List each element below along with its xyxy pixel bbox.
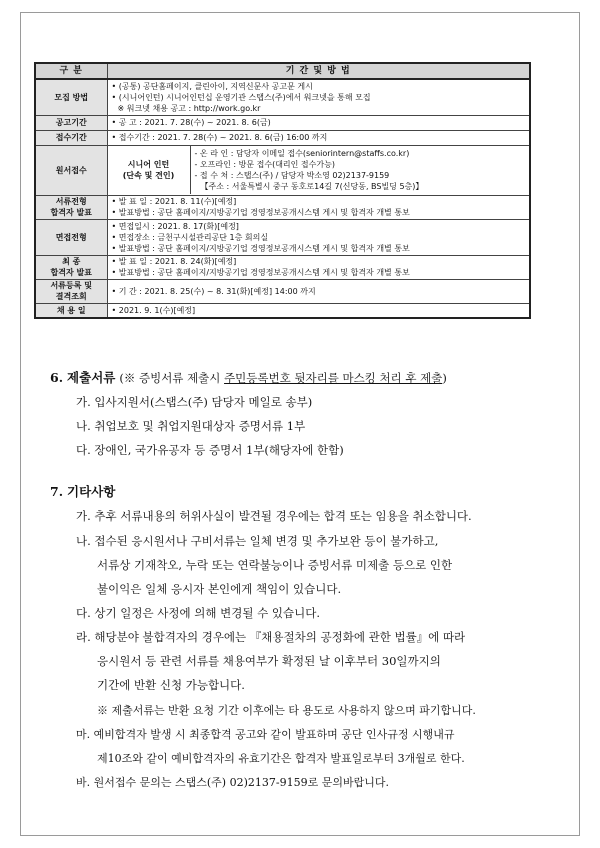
row-content	[107, 219, 530, 255]
sub-label-type: (단속 및 견인)	[122, 171, 175, 180]
table-row	[35, 130, 530, 145]
list-item-continuation: 제10조와 같이 예비합격자의 유효기간은 합격자 발표일로부터 3개월로 한다.	[97, 752, 465, 765]
content-line: ※ 워크넷 채용 공고 : http://work.go.kr	[117, 103, 261, 113]
table-row	[35, 255, 530, 279]
content-line: • 접수기간 : 2021. 7. 28(수) ~ 2021. 8. 6(금) 16:00 까지	[111, 133, 328, 142]
content-line: • (시니어인턴) 시니어인턴십 운영기관 스탭스(주)에서 워크넷을 통해 모집	[111, 92, 371, 102]
row-content	[107, 79, 530, 115]
label-line: 합격자 발표	[50, 268, 92, 277]
masking-note: 주민등록번호 뒷자리를 마스킹 처리 후 제출	[224, 371, 443, 385]
row-content	[107, 115, 530, 130]
content-line: • 면접장소 : 금천구시설관리공단 1층 회의실	[111, 232, 269, 242]
row-label	[35, 279, 107, 303]
content-line: - 접 수 처 : 스탭스(주) / 담당자 박소영 02)2137-9159	[194, 171, 390, 180]
sub-label-intern: 시니어 인턴	[127, 160, 170, 169]
section-6-heading	[50, 368, 447, 386]
section-note-prefix: (※ 증빙서류 제출시	[119, 371, 225, 385]
header-category: 구 분	[35, 63, 107, 79]
section-title: 기타사항	[67, 484, 116, 499]
disposal-note: ※ 제출서류는 반환 요청 기간 이후에는 타 용도로 사용하지 않으며 파기합니다.	[97, 704, 476, 717]
row-content	[107, 279, 530, 303]
row-content	[107, 145, 530, 195]
row-content	[107, 195, 530, 219]
list-item: 바. 원서접수 문의는 스탭스(주) 02)2137-9159로 문의바랍니다.	[76, 776, 389, 789]
content-line: 【주소 : 서울특별시 중구 동호로14길 7(신당동, BS빌딩 5층)】	[200, 182, 424, 191]
section-note-suffix: )	[442, 371, 447, 385]
row-content	[107, 303, 530, 318]
table-row	[35, 115, 530, 130]
row-content	[107, 255, 530, 279]
content-line: • 발표방법 : 공단 홈페이지/지방공기업 경영정보공개시스템 게시 및 합격자 개별 통보	[111, 208, 410, 217]
header-period-method: 기 간 및 방 법	[107, 63, 530, 79]
row-label: 원서접수	[35, 145, 107, 195]
row-label: 모집 방법	[35, 79, 107, 115]
list-item: 라. 해당분야 불합격자의 경우에는 『채용절차의 공정화에 관한 법률』에 따라	[76, 630, 466, 644]
table-header-row	[35, 63, 530, 79]
schedule-table	[34, 62, 531, 319]
label-line: 서류전형	[55, 197, 87, 206]
content-line: • 발 표 일 : 2021. 8. 24(화)[예정]	[111, 257, 237, 266]
content-line: • 2021. 9. 1(수)[예정]	[111, 305, 196, 315]
content-line: - 온 라 인 : 담당자 이메일 접수(seniorintern@staffs.co.kr)	[194, 149, 410, 158]
content-line: • 기 간 : 2021. 8. 25(수) ~ 8. 31(화)[예정] 14:00 까지	[111, 286, 316, 296]
row-content	[107, 130, 530, 145]
list-item: 마. 예비합격자 발생 시 최종합격 공고와 같이 발표하며 공단 인사규정 시행내규	[76, 728, 455, 741]
list-item-continuation: 기간에 반환 신청 가능합니다.	[97, 678, 245, 692]
section-number: 6.	[50, 370, 64, 385]
content-line: • 발표방법 : 공단 홈페이지/지방공기업 경영정보공개시스템 게시 및 합격자 개별 통보	[111, 268, 410, 277]
row-label	[35, 255, 107, 279]
table-row	[35, 219, 530, 255]
application-subtable	[108, 146, 530, 194]
table-row	[35, 195, 530, 219]
label-line: 최 종	[62, 257, 81, 266]
content-line: • 공 고 : 2021. 7. 28(수) ~ 2021. 8. 6(금)	[111, 118, 271, 127]
list-item: 다. 장애인, 국가유공자 등 증명서 1부(해당자에 한함)	[76, 443, 344, 457]
list-item: 가. 입사지원서(스탭스(주) 담당자 메일로 송부)	[76, 395, 313, 409]
section-title: 제출서류	[67, 370, 116, 385]
row-label	[35, 195, 107, 219]
table-row	[35, 145, 530, 195]
label-line: 합격자 발표	[50, 208, 92, 217]
list-item: 나. 접수된 응시원서나 구비서류는 일체 변경 및 추가보완 등이 불가하고,	[76, 534, 439, 548]
content-line: • 발표방법 : 공단 홈페이지/지방공기업 경영정보공개시스템 게시 및 합격자 개별 통보	[111, 243, 410, 253]
list-item: 나. 취업보호 및 취업지원대상자 증명서류 1부	[76, 419, 306, 433]
list-item-continuation: 서류상 기재착오, 누락 또는 연락불능이나 증빙서류 미제출 등으로 인한	[97, 558, 453, 572]
row-label: 공고기간	[35, 115, 107, 130]
content-line: - 오프라인 : 방문 접수(대리인 접수가능)	[194, 160, 335, 169]
table-row	[35, 303, 530, 318]
table-row	[35, 79, 530, 115]
section-7-heading	[50, 482, 115, 500]
list-item: 가. 추후 서류내용의 허위사실이 발견될 경우에는 합격 또는 임용을 취소합니다.	[76, 509, 472, 523]
list-item-continuation: 불이익은 일체 응시자 본인에게 책임이 있습니다.	[97, 582, 342, 596]
row-label: 채 용 일	[35, 303, 107, 318]
row-label: 접수기간	[35, 130, 107, 145]
table-row	[35, 279, 530, 303]
content-line: • 발 표 일 : 2021. 8. 11(수)[예정]	[111, 197, 237, 206]
label-line: 서류등록 및	[50, 281, 92, 290]
row-label: 면접전형	[35, 219, 107, 255]
section-number: 7.	[50, 484, 64, 499]
list-item-continuation: 응시원서 등 관련 서류를 채용여부가 확정된 날 이후부터 30일까지의	[97, 654, 441, 668]
content-line: • (공통) 공단홈페이지, 클린아이, 지역신문사 공고문 게시	[111, 81, 313, 91]
list-item: 다. 상기 일정은 사정에 의해 변경될 수 있습니다.	[76, 606, 320, 620]
label-line: 결격조회	[55, 292, 87, 301]
content-line: • 면접일시 : 2021. 8. 17(화)[예정]	[111, 221, 239, 231]
